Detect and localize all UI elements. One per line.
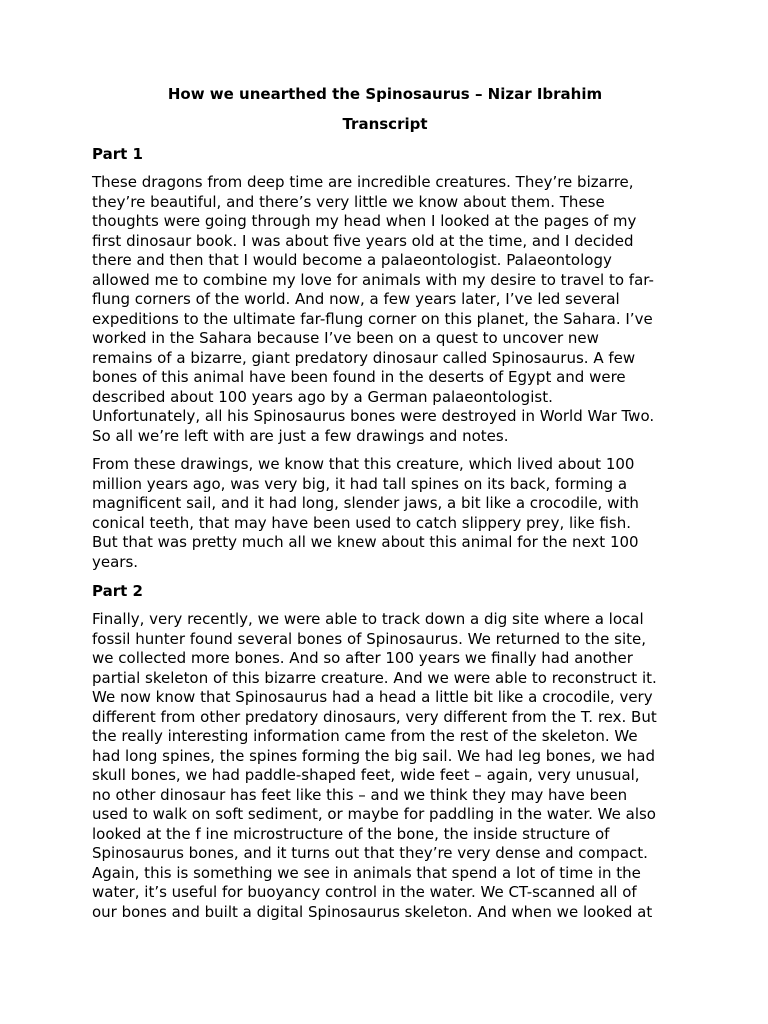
text-line: conical teeth, that may have been used to catch slippery prey, like fish.	[92, 513, 632, 532]
text-line: had long spines, the spines forming the big sail. We had leg bones, we had	[92, 746, 655, 765]
text-line: But that was pretty much all we knew about this animal for the next 100	[92, 533, 639, 551]
text-line: bones of this animal have been found in the deserts of Egypt and were	[92, 368, 626, 386]
text-line: our bones and built a digital Spinosaurus skeleton. And when we looked at	[92, 902, 653, 921]
paragraph	[92, 173, 678, 446]
text-line: Finally, very recently, we were able to track down a dig site where a local	[92, 610, 644, 628]
text-line: years.	[92, 552, 139, 571]
document-subtitle: Transcript	[342, 115, 428, 133]
text-line: they’re beautiful, and there’s very little we know about them. These	[92, 192, 605, 211]
text-line: Unfortunately, all his Spinosaurus bones were destroyed in World War Two.	[92, 407, 655, 425]
text-line: partial skeleton of this bizarre creature. And we were able to reconstruct it.	[92, 668, 657, 687]
text-line: water, it’s useful for buoyancy control in the water. We CT-scanned all of	[92, 883, 637, 901]
document-body	[92, 144, 678, 922]
text-line: we collected more bones. And so after 100 years we finally had another	[92, 649, 633, 667]
paragraph	[92, 455, 678, 572]
section-heading: Part 2	[92, 582, 143, 600]
text-line: These dragons from deep time are incredible creatures. They’re bizarre,	[92, 173, 634, 191]
text-line: looked at the f ine microstructure of the bone, the inside structure of	[92, 824, 610, 843]
text-line: skull bones, we had paddle-shaped feet, wide feet – again, very unusual,	[92, 766, 640, 784]
section-heading: Part 1	[92, 145, 143, 163]
text-line: there and then that I would become a palaeontologist. Palaeontology	[92, 251, 612, 269]
text-line: used to walk on soft sediment, or maybe for paddling in the water. We also	[92, 805, 656, 823]
paragraph	[92, 610, 678, 922]
text-line: no other dinosaur has feet like this – and we think they may have been	[92, 785, 628, 804]
text-line: Spinosaurus bones, and it turns out that they’re very dense and compact.	[92, 844, 648, 862]
text-line: From these drawings, we know that this creature, which lived about 100	[92, 455, 635, 473]
text-line: allowed me to combine my love for animals with my desire to travel to far-	[92, 270, 654, 289]
text-line: flung corners of the world. And now, a few years later, I’ve led several	[92, 290, 620, 308]
text-line: first dinosaur book. I was about five years old at the time, and I decided	[92, 231, 634, 250]
text-line: remains of a bizarre, giant predatory dinosaur called Spinosaurus. A few	[92, 348, 636, 367]
text-line: So all we’re left with are just a few drawings and notes.	[92, 426, 509, 445]
text-line: Again, this is something we see in animals that spend a lot of time in the	[92, 863, 641, 882]
text-line: magnificent sail, and it had long, slender jaws, a bit like a crocodile, with	[92, 494, 639, 512]
text-line: expeditions to the ultimate far-flung corner on this planet, the Sahara. I’ve	[92, 309, 653, 328]
text-line: thoughts were going through my head when I looked at the pages of my	[92, 212, 637, 230]
text-line: described about 100 years ago by a German palaeontologist.	[92, 387, 553, 406]
text-line: million years ago, was very big, it had tall spines on its back, forming a	[92, 474, 628, 493]
text-line: fossil hunter found several bones of Spinosaurus. We returned to the site,	[92, 629, 647, 648]
text-line: We now know that Spinosaurus had a head a little bit like a crocodile, very	[92, 688, 653, 706]
document-page	[92, 84, 678, 931]
text-line: the really interesting information came from the rest of the skeleton. We	[92, 727, 638, 745]
text-line: worked in the Sahara because I’ve been on a quest to uncover new	[92, 329, 599, 347]
document-title: How we unearthed the Spinosaurus – Nizar Ibrahim	[167, 85, 603, 103]
text-line: different from other predatory dinosaurs, very different from the T. rex. But	[92, 707, 657, 726]
